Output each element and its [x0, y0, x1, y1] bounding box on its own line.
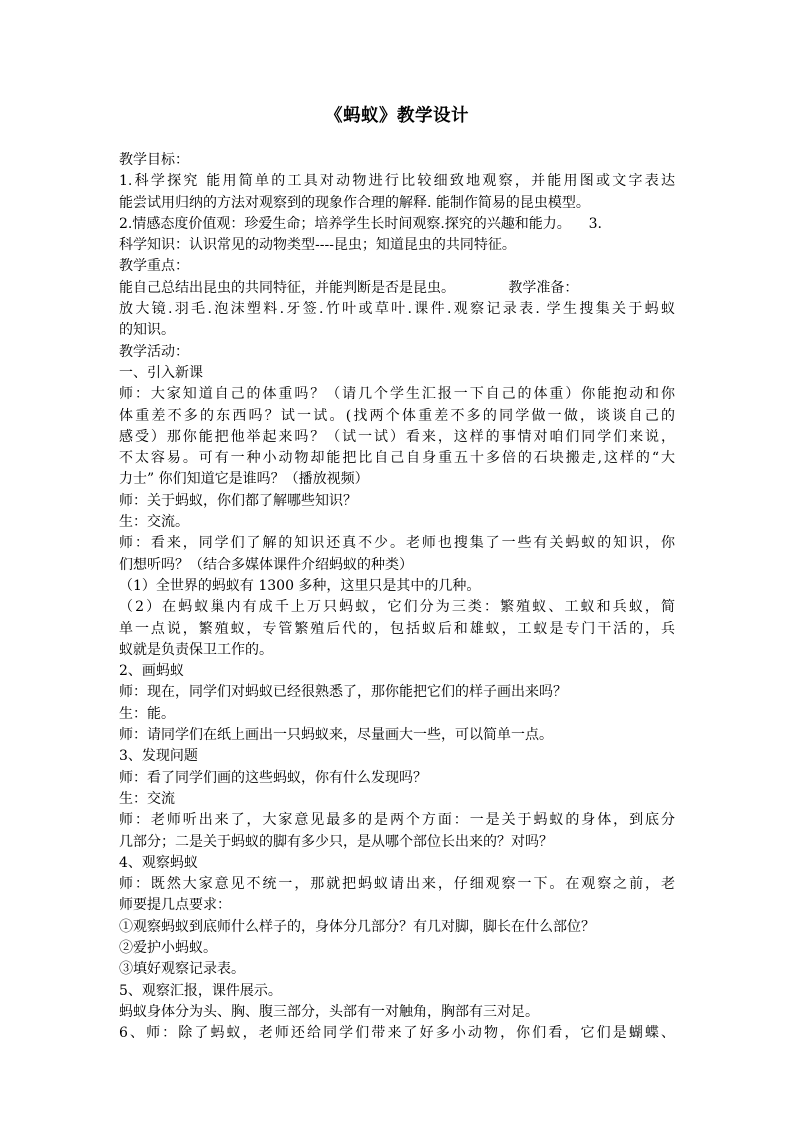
- paragraph-line: 生：交流。: [119, 514, 189, 531]
- paragraph-line: 师要提几点要求：: [119, 897, 231, 914]
- paragraph-line: 师：看来，同学们了解的知识还真不少。老师也搜集了一些有关蚂蚁的知识，你: [119, 535, 675, 552]
- paragraph-line: 师：老师听出来了，大家意见最多的是两个方面：一是关于蚂蚁的身体，到底分: [119, 812, 675, 829]
- paragraph-line: 单一点说，繁殖蚁，专管繁殖后代的，包括蚁后和雄蚁，工蚁是专门干活的，兵: [119, 620, 675, 637]
- paragraph-line: 们想听吗？（结合多媒体课件介绍蚂蚁的种类）: [119, 556, 413, 573]
- paragraph-line: 师：现在，同学们对蚂蚁已经很熟悉了，那你能把它们的样子画出来吗？: [119, 684, 567, 701]
- section-heading-intro: 一、引入新课: [119, 364, 203, 381]
- paragraph-line: 生：交流: [119, 790, 175, 807]
- list-item: ③填好观察记录表。: [119, 961, 245, 978]
- paragraph-line: 2.情感态度价值观：珍爱生命；培养学生长时间观察.探究的兴趣和能力。 3.: [119, 215, 602, 232]
- section-heading-discover: 3、发现问题: [119, 748, 198, 765]
- paragraph-line: （1）全世界的蚂蚁有 1300 多种，这里只是其中的几种。: [119, 577, 481, 594]
- list-item: ①观察蚂蚁到底师什么样子的，身体分几部分？有几对脚，脚长在什么部位？: [119, 918, 595, 935]
- paragraph-line: 蚂蚁身体分为头、胸、腹三部分，头部有一对触角，胸部有三对足。: [119, 1003, 539, 1020]
- paragraph-line: 力士” 你们知道它是谁吗？（播放视频）: [119, 471, 369, 488]
- paragraph-line: 师：既然大家意见不统一，那就把蚂蚁请出来，仔细观察一下。在观察之前，老: [119, 876, 675, 893]
- document-body: [119, 150, 675, 1044]
- paragraph-line: 师：请同学们在纸上画出一只蚂蚁来，尽量画大一些，可以简单一点。: [119, 727, 553, 744]
- section-heading-draw: 2、画蚂蚁: [119, 663, 184, 680]
- paragraph-line: 放大镜.羽毛.泡沫塑料.牙签.竹叶或草叶.课件.观察记录表. 学生搜集关于蚂蚁: [119, 301, 675, 318]
- paragraph-line: 体重差不多的东西吗？试一试。(找两个体重差不多的同学做一做，谈谈自己的: [119, 407, 675, 424]
- paragraph-line: 几部分；二是关于蚂蚁的脚有多少只，是从哪个部位长出来的？对吗？: [119, 833, 553, 850]
- paragraph-line: 能尝试用归纳的方法对观察到的现象作合理的解释. 能制作简易的昆虫模型。: [119, 194, 590, 211]
- paragraph-line: 感受）那你能把他举起来吗？（试一试）看来，这样的事情对咱们同学们来说，: [119, 428, 675, 445]
- section-heading-objectives: 教学目标：: [119, 152, 189, 168]
- paragraph-line: 师：关于蚂蚁，你们都了解哪些知识？: [119, 492, 357, 509]
- paragraph-line: 师：大家知道自己的体重吗？（请几个学生汇报一下自己的体重）你能抱动和你: [119, 386, 675, 403]
- list-item: ②爱护小蚂蚁。: [119, 939, 217, 956]
- paragraph-line: 能自己总结出昆虫的共同特征，并能判断是否是昆虫。 教学准备：: [119, 279, 579, 296]
- paragraph-line: 6、师：除了蚂蚁，老师还给同学们带来了好多小动物，你们看，它们是蝴蝶、: [119, 1025, 675, 1042]
- paragraph-line: 的知识。: [119, 322, 175, 339]
- section-heading-observe: 4、观察蚂蚁: [119, 854, 198, 871]
- paragraph-line: 1.科学探究 能用简单的工具对动物进行比较细致地观察，并能用图或文字表达: [119, 173, 675, 190]
- paragraph-line: 生：能。: [119, 705, 175, 722]
- paragraph-line: 师：看了同学们画的这些蚂蚁，你有什么发现吗？: [119, 769, 427, 786]
- page-title: 《蚂蚁》教学设计: [325, 106, 469, 126]
- section-heading-key-points: 教学重点：: [119, 258, 189, 275]
- section-heading-report: 5、观察汇报，课件展示。: [119, 982, 282, 999]
- paragraph-line: 蚁就是负责保卫工作的。: [119, 641, 273, 658]
- section-heading-activities: 教学活动：: [119, 343, 189, 360]
- paragraph-line: 科学知识：认识常见的动物类型----昆虫；知道昆虫的共同特征。: [119, 237, 516, 254]
- paragraph-line: 不太容易。可有一种小动物却能把比自己自身重五十多倍的石块搬走,这样的“大: [119, 450, 675, 467]
- paragraph-line: （2）在蚂蚁巢内有成千上万只蚂蚁，它们分为三类：繁殖蚁、工蚁和兵蚁，简: [119, 599, 675, 616]
